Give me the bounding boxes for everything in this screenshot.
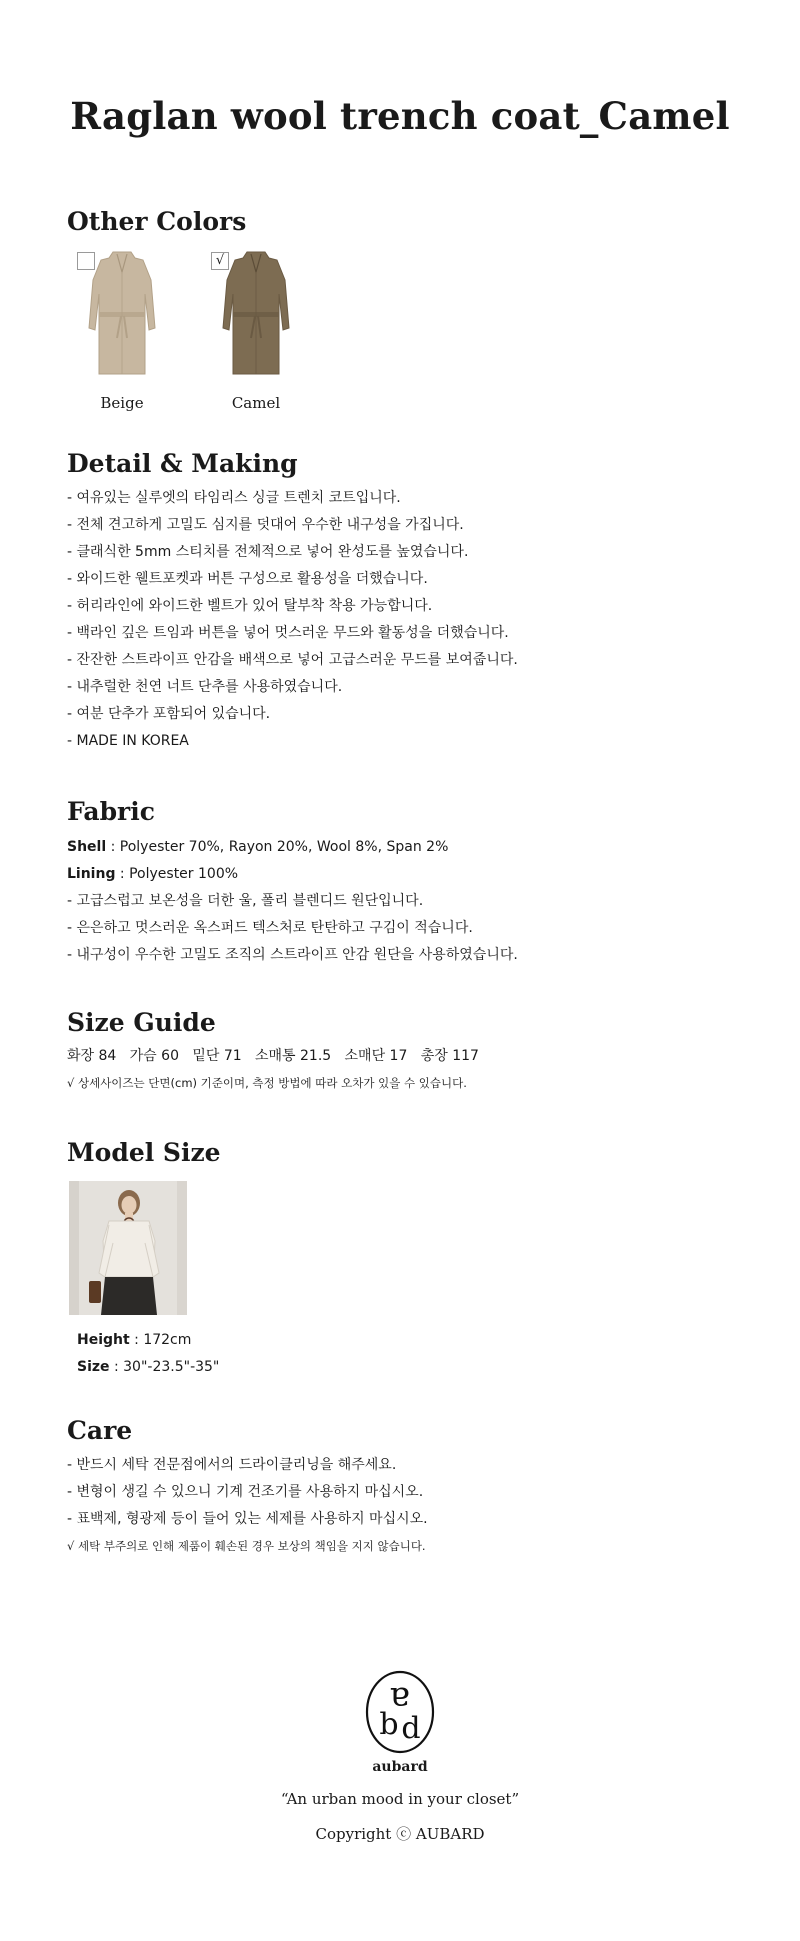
brand-name: aubard <box>372 1759 428 1775</box>
product-title: Raglan wool trench coat_Camel <box>70 94 730 138</box>
size-guide-heading: Size Guide <box>67 1008 216 1037</box>
care-line: - 표백제, 형광제 등이 들어 있는 세제를 사용하지 마십시오. <box>67 1511 428 1527</box>
height-label: Height <box>77 1332 130 1348</box>
camel-checkbox[interactable]: √ <box>211 252 229 270</box>
other-colors-heading: Other Colors <box>67 207 247 236</box>
beige-checkbox[interactable] <box>77 252 95 270</box>
detail-line: - 내추럴한 천연 너트 단추를 사용하였습니다. <box>67 679 343 695</box>
aubard-monogram-icon <box>365 1670 435 1754</box>
detail-heading: Detail & Making <box>67 449 298 478</box>
care-heading: Care <box>67 1416 133 1445</box>
fabric-line: - 고급스럽고 보온성을 더한 울, 폴리 블렌디드 원단입니다. <box>67 893 424 909</box>
care-list <box>67 1452 428 1560</box>
brand-tagline: “An urban mood in your closet” <box>280 1790 520 1808</box>
beige-label: Beige <box>100 394 144 412</box>
height-value: : 172cm <box>129 1332 192 1348</box>
model-height <box>77 1327 219 1354</box>
detail-line: - 클래식한 5mm 스티치를 전체적으로 넣어 완성도를 높였습니다. <box>67 544 469 560</box>
detail-line: - 전체 견고하게 고밀도 심지를 덧대어 우수한 내구성을 가집니다. <box>67 517 464 533</box>
camel-label: Camel <box>231 394 281 412</box>
svg-text:d: d <box>401 1711 421 1746</box>
fabric-lining <box>67 861 518 888</box>
shell-value: : Polyester 70%, Rayon 20%, Wool 8%, Span 2% <box>106 839 449 855</box>
svg-text:a: a <box>389 1679 411 1719</box>
color-option-camel[interactable] <box>206 250 306 412</box>
fabric-line: - 내구성이 우수한 고밀도 조직의 스트라이프 안감 원단을 사용하였습니다. <box>67 947 518 963</box>
size-label: Size <box>77 1359 110 1375</box>
care-line: - 변형이 생길 수 있으니 기계 건조기를 사용하지 마십시오. <box>67 1484 424 1500</box>
size-measurements: 화장 84 가슴 60 밑단 71 소매통 21.5 소매단 17 총장 117 <box>67 1048 479 1064</box>
detail-line: - 여유있는 실루엣의 타임리스 싱글 트렌치 코트입니다. <box>67 490 401 506</box>
size-note: √ 상세사이즈는 단면(cm) 기준이며, 측정 방법에 따라 오차가 있을 수 있습니다. <box>67 1076 467 1090</box>
fabric-shell <box>67 834 518 861</box>
copyright: Copyright ⓒ AUBARD <box>315 1825 485 1843</box>
model-size <box>77 1354 219 1381</box>
detail-line: - 백라인 깊은 트임과 버튼을 넣어 멋스러운 무드와 활동성을 더했습니다. <box>67 625 509 641</box>
fabric-list <box>67 834 518 969</box>
brand-logo <box>365 1670 435 1775</box>
fabric-line: - 은은하고 멋스러운 옥스퍼드 텍스처로 탄탄하고 구김이 적습니다. <box>67 920 473 936</box>
detail-line: - 잔잔한 스트라이프 안감을 배색으로 넣어 고급스러운 무드를 보여줍니다. <box>67 652 518 668</box>
lining-value: : Polyester 100% <box>115 866 239 882</box>
detail-line: - 와이드한 웰트포켓과 버튼 구성으로 활용성을 더했습니다. <box>67 571 428 587</box>
care-note: √ 세탁 부주의로 인해 제품이 훼손된 경우 보상의 책임을 지지 않습니다. <box>67 1539 426 1553</box>
size-guide-list <box>67 1043 479 1097</box>
model-photo <box>69 1181 187 1315</box>
lining-label: Lining <box>67 866 116 882</box>
care-line: - 반드시 세탁 전문점에서의 드라이클리닝을 해주세요. <box>67 1457 397 1473</box>
detail-list <box>67 485 518 755</box>
model-image <box>69 1181 187 1315</box>
size-value: : 30"-23.5"-35" <box>109 1359 220 1375</box>
svg-text:b: b <box>379 1707 399 1742</box>
detail-line: - 여분 단추가 포함되어 있습니다. <box>67 706 271 722</box>
shell-label: Shell <box>67 839 107 855</box>
fabric-heading: Fabric <box>67 797 155 826</box>
detail-line: - MADE IN KOREA <box>67 733 189 749</box>
color-option-beige[interactable] <box>72 250 172 412</box>
detail-line: - 허리라인에 와이드한 벨트가 있어 탈부착 착용 가능합니다. <box>67 598 433 614</box>
model-info <box>77 1327 219 1381</box>
model-size-heading: Model Size <box>67 1138 221 1167</box>
